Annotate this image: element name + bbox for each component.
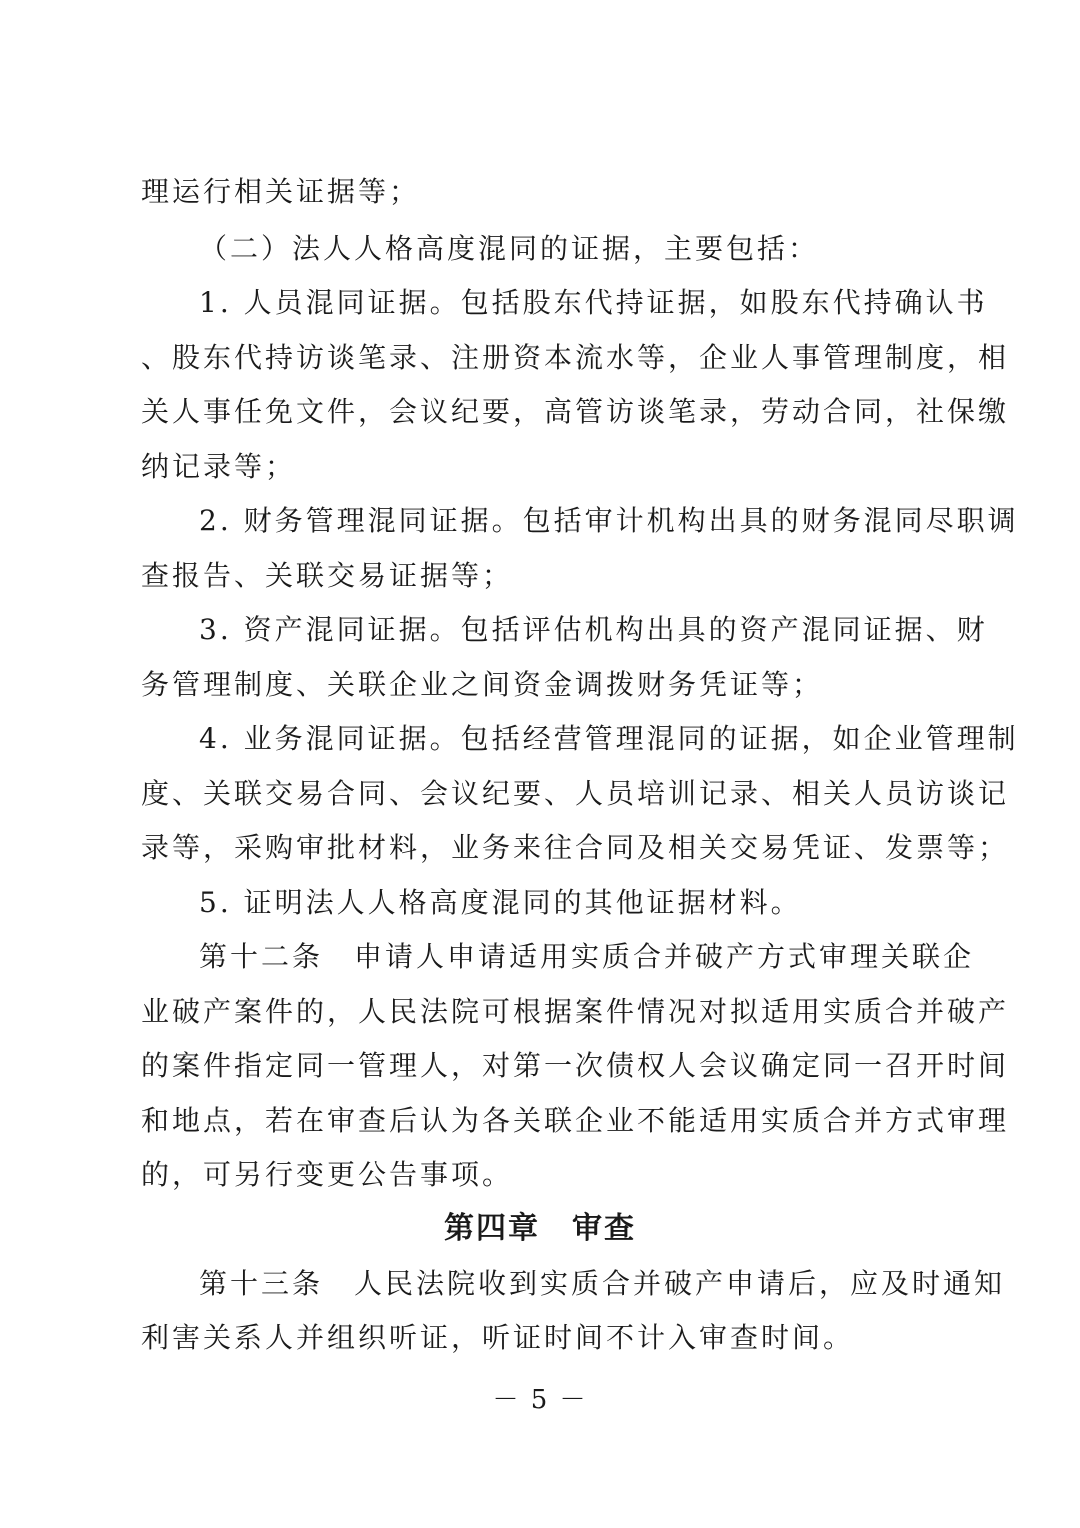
text-line: 关人事任免文件，会议纪要，高管访谈笔录，劳动合同，社保缴 (141, 395, 1010, 428)
text-line: （二）法人人格高度混同的证据，主要包括： (199, 232, 820, 265)
text-line: 录等，采购审批材料，业务来往合同及相关交易凭证、发票等； (141, 831, 1010, 864)
text-line: 2. 财务管理混同证据。包括审计机构出具的财务混同尽职调 (199, 504, 1019, 537)
text-line: 的，可另行变更公告事项。 (141, 1158, 514, 1191)
text-line: 利害关系人并组织听证，听证时间不计入审查时间。 (141, 1321, 855, 1354)
page-number: － 5 － (492, 1385, 588, 1415)
text-line: 纳记录等； (141, 450, 297, 483)
text-line: 的案件指定同一管理人，对第一次债权人会议确定同一召开时间 (141, 1049, 1010, 1082)
chapter-title: 第四章 审查 (444, 1211, 636, 1246)
text-line: 4. 业务混同证据。包括经营管理混同的证据，如企业管理制 (199, 722, 1019, 755)
text-line: 查报告、关联交易证据等； (141, 559, 514, 592)
text-line: 务管理制度、关联企业之间资金调拨财务凭证等； (141, 668, 824, 701)
text-line: 度、关联交易合同、会议纪要、人员培训记录、相关人员访谈记 (141, 777, 1010, 810)
text-line: 理运行相关证据等； (141, 175, 421, 208)
article-12-line: 第十二条 申请人申请适用实质合并破产方式审理关联企 (199, 940, 975, 973)
text-line: 1. 人员混同证据。包括股东代持证据，如股东代持确认书 (199, 286, 988, 319)
article-13-line: 第十三条 人民法院收到实质合并破产申请后，应及时通知 (199, 1267, 1006, 1300)
text-line: 、股东代持访谈笔录、注册资本流水等，企业人事管理制度，相 (141, 341, 1010, 374)
text-line: 5. 证明法人人格高度混同的其他证据材料。 (199, 886, 802, 919)
text-line: 和地点，若在审查后认为各关联企业不能适用实质合并方式审理 (141, 1104, 1010, 1137)
text-line: 业破产案件的，人民法院可根据案件情况对拟适用实质合并破产 (141, 995, 1010, 1028)
text-line: 3. 资产混同证据。包括评估机构出具的资产混同证据、财 (199, 613, 988, 646)
